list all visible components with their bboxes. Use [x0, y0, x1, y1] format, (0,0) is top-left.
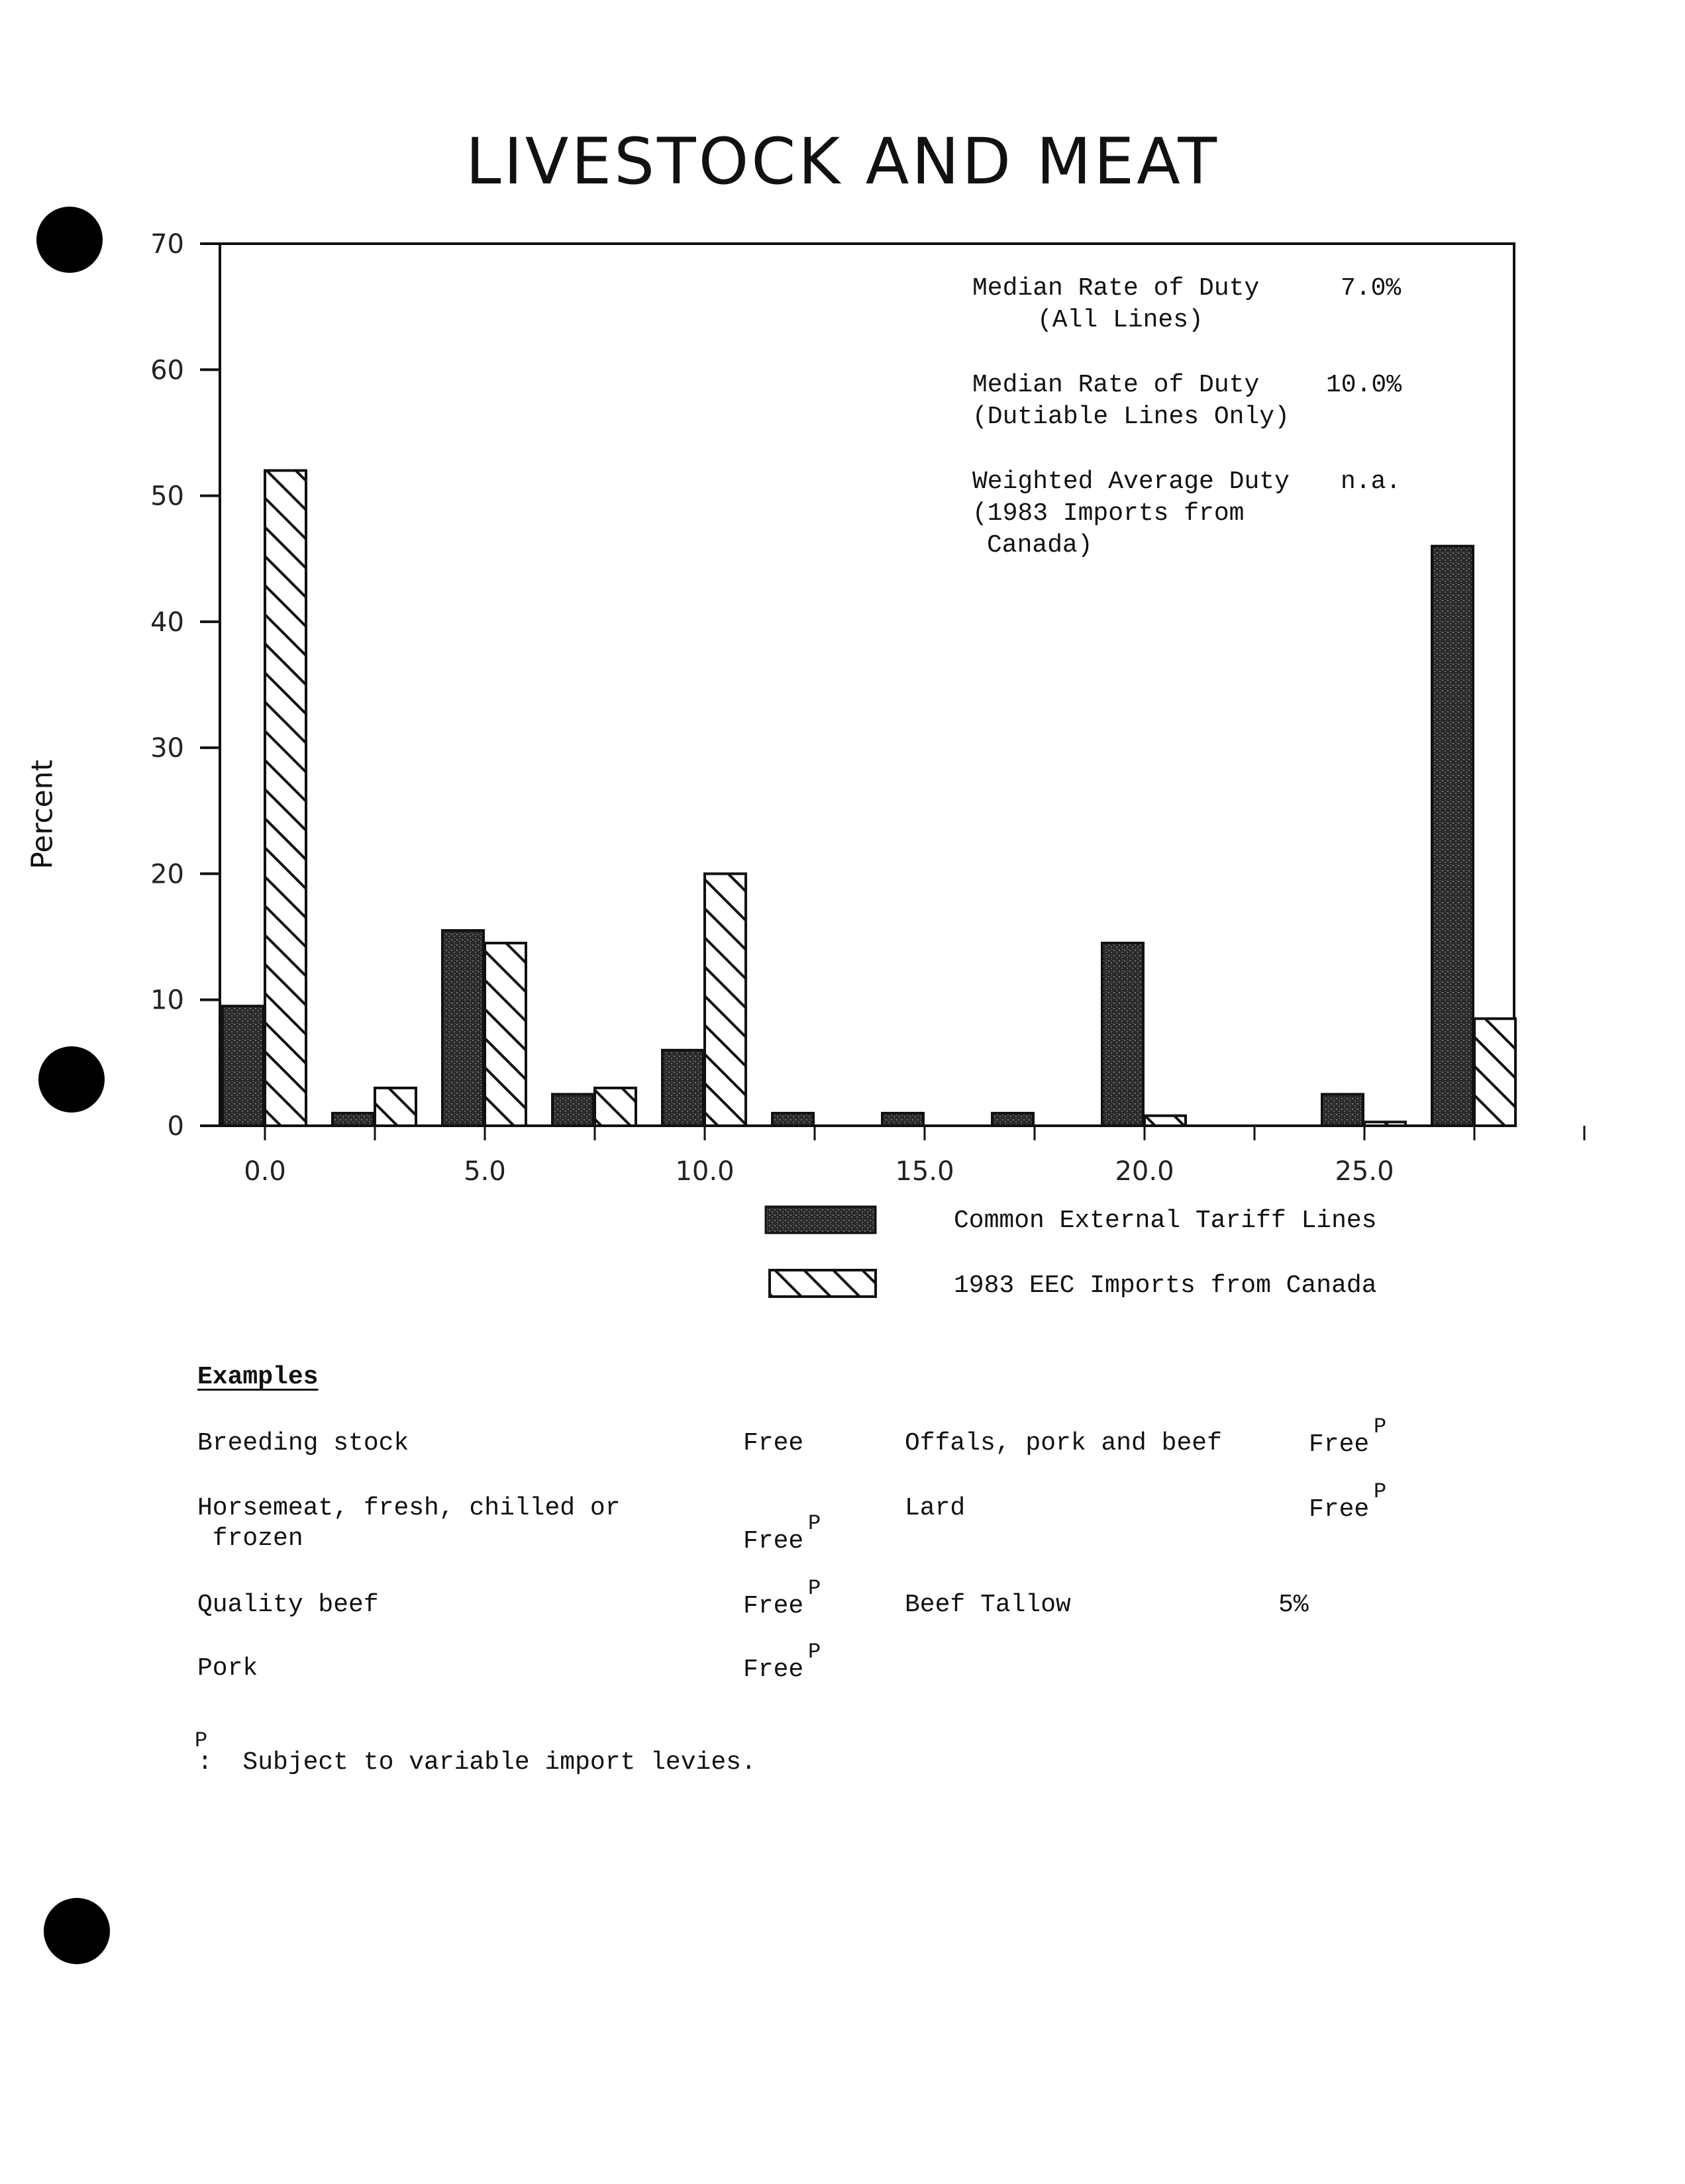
stat-3-label: Weighted Average Duty: [972, 468, 1290, 496]
example-item: Breeding stock: [197, 1429, 409, 1458]
bar-imports: [1474, 1018, 1515, 1126]
example-item: Quality beef: [197, 1591, 379, 1619]
bar-imports: [705, 873, 746, 1126]
y-tick-label: 0: [167, 1111, 184, 1142]
bar-tariff-lines: [992, 1113, 1033, 1126]
y-tick-label: 40: [150, 607, 184, 638]
legend-label-tariff-lines: Common External Tariff Lines: [954, 1207, 1377, 1235]
levy-marker: P: [808, 1640, 821, 1664]
bar-tariff-lines: [552, 1094, 593, 1126]
bar-tariff-lines: [882, 1113, 923, 1126]
stat-1-value: 7.0%: [1341, 274, 1402, 303]
example-rate: Free: [743, 1429, 804, 1458]
bar-tariff-lines: [442, 930, 484, 1126]
stat-2-label: Median Rate of Duty: [972, 371, 1260, 399]
chart-title: LIVESTOCK AND MEAT: [465, 124, 1220, 199]
example-rate: Free: [1309, 1495, 1370, 1524]
x-tick-label: 5.0: [464, 1156, 506, 1187]
bar-tariff-lines: [1432, 546, 1473, 1126]
legend-label-imports: 1983 EEC Imports from Canada: [954, 1271, 1377, 1300]
bar-tariff-lines: [332, 1113, 374, 1126]
y-tick-label: 20: [150, 859, 184, 890]
example-item-continued: frozen: [197, 1524, 303, 1553]
bar-imports: [485, 943, 526, 1126]
example-rate: Free: [743, 1527, 804, 1556]
examples-heading: Examples: [197, 1363, 319, 1391]
example-item: Offals, pork and beef: [905, 1429, 1222, 1458]
x-tick-label: 20.0: [1115, 1156, 1174, 1187]
footnote-marker: P: [195, 1728, 208, 1753]
levy-marker: P: [808, 1576, 821, 1601]
x-tick-label: 0.0: [244, 1156, 286, 1187]
y-tick-label: 10: [150, 985, 184, 1016]
example-item: Pork: [197, 1654, 258, 1683]
example-rate: Free: [743, 1592, 804, 1620]
y-tick-label: 70: [150, 229, 184, 260]
bar-tariff-lines: [772, 1113, 813, 1126]
example-item: Beef Tallow: [905, 1591, 1071, 1619]
stat-3-sub: (1983 Imports from: [972, 499, 1245, 528]
example-rate: Free: [743, 1656, 804, 1684]
bar-imports: [1364, 1122, 1405, 1126]
x-tick-label: 25.0: [1335, 1156, 1394, 1187]
footnote-text: : Subject to variable import levies.: [197, 1748, 756, 1777]
stat-1-sub: (All Lines): [1037, 306, 1203, 334]
y-tick-label: 60: [150, 355, 184, 386]
stat-1-label: Median Rate of Duty: [972, 274, 1260, 303]
stat-3-sub2: Canada): [987, 531, 1093, 560]
legend-swatch-tariff-lines: [766, 1207, 876, 1233]
levy-marker: P: [1374, 1479, 1387, 1504]
stat-3-value: n.a.: [1341, 468, 1402, 496]
example-rate: Free: [1309, 1430, 1370, 1459]
bar-tariff-lines: [223, 1006, 264, 1126]
example-item: Lard: [905, 1494, 966, 1522]
stat-2-value: 10.0%: [1326, 371, 1402, 399]
bar-imports: [375, 1088, 416, 1126]
y-tick-label: 50: [150, 481, 184, 512]
levy-marker: P: [1374, 1415, 1387, 1439]
example-rate: 5%: [1278, 1591, 1309, 1619]
bar-imports: [1145, 1116, 1186, 1126]
bar-tariff-lines: [1322, 1094, 1363, 1126]
y-axis-label: Percent: [25, 760, 60, 869]
plot-frame: [220, 244, 1514, 1126]
levy-marker: P: [808, 1511, 821, 1536]
example-item: Horsemeat, fresh, chilled or: [197, 1494, 621, 1522]
bar-tariff-lines: [662, 1050, 703, 1126]
bar-tariff-lines: [1102, 943, 1143, 1126]
bar-imports: [265, 471, 306, 1126]
bar-imports: [595, 1088, 636, 1126]
legend-swatch-imports: [770, 1270, 876, 1297]
x-tick-label: 15.0: [895, 1156, 954, 1187]
y-tick-label: 30: [150, 733, 184, 764]
x-tick-label: 10.0: [675, 1156, 735, 1187]
stat-2-sub: (Dutiable Lines Only): [972, 403, 1290, 431]
